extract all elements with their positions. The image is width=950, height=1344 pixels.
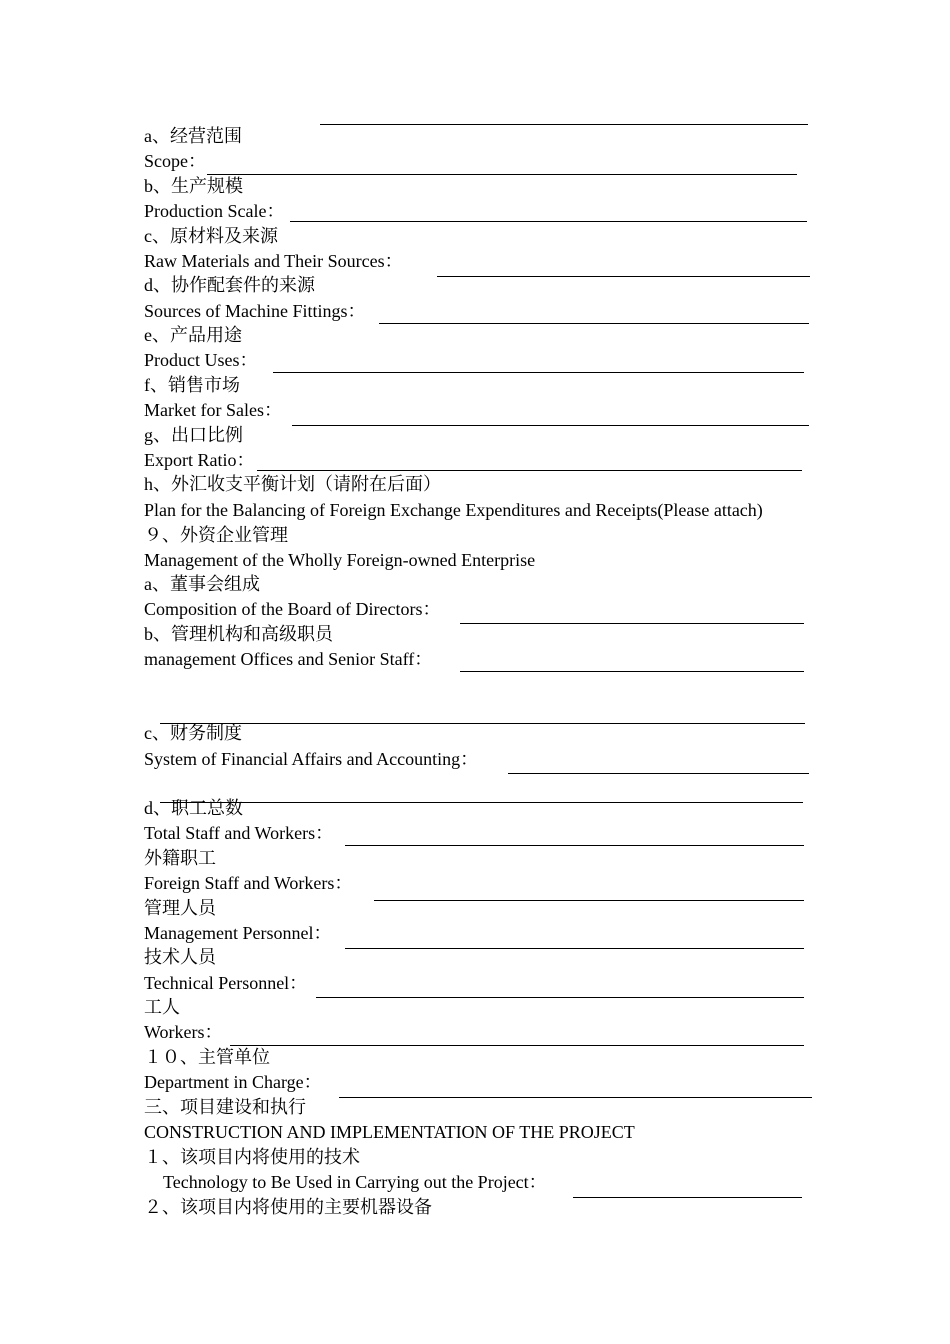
label-technical-personnel: Technical Personnel：	[144, 973, 308, 993]
machine-fittings-fill-line[interactable]	[379, 323, 809, 324]
financial-fill-line[interactable]	[508, 773, 809, 774]
section-management-cn: ９、外资企业管理	[144, 525, 288, 545]
export-ratio-fill-line[interactable]	[257, 470, 802, 471]
fill-line-top[interactable]	[320, 124, 808, 125]
label-foreign-staff-cn: 外籍职工	[144, 848, 216, 868]
label-technology: Technology to Be Used in Carrying out the Project：	[163, 1172, 547, 1192]
board-fill-line[interactable]	[460, 623, 804, 624]
financial-fill-line-2[interactable]	[160, 802, 803, 803]
label-product-uses: Product Uses：	[144, 350, 258, 370]
management-personnel-fill-line[interactable]	[345, 948, 804, 949]
label-technology-cn: １、该项目内将使用的技术	[144, 1147, 360, 1167]
technology-fill-line[interactable]	[573, 1197, 802, 1198]
label-financial: System of Financial Affairs and Accounting：	[144, 749, 479, 769]
label-machinery-cn: ２、该项目内将使用的主要机器设备	[144, 1197, 432, 1217]
product-uses-fill-line[interactable]	[273, 372, 804, 373]
senior-staff-fill-line-2[interactable]	[160, 723, 805, 724]
section-construction-cn: 三、项目建设和执行	[144, 1097, 306, 1117]
label-workers: Workers：	[144, 1022, 223, 1042]
label-total-staff: Total Staff and Workers：	[144, 823, 334, 843]
label-machine-fittings-cn: d、协作配套件的来源	[144, 275, 315, 295]
raw-materials-fill-line[interactable]	[437, 276, 810, 277]
department-fill-line[interactable]	[339, 1097, 812, 1098]
label-board-cn: a、董事会组成	[144, 574, 260, 594]
label-market-cn: f、销售市场	[144, 375, 240, 395]
label-senior-staff-cn: b、管理机构和高级职员	[144, 624, 333, 644]
label-forex-plan: Plan for the Balancing of Foreign Exchange Expenditures and Receipts(Please attach)	[144, 500, 763, 520]
scope-fill-line[interactable]	[207, 174, 797, 175]
label-foreign-staff: Foreign Staff and Workers：	[144, 873, 353, 893]
label-department-cn: １０、主管单位	[144, 1047, 270, 1067]
label-board: Composition of the Board of Directors：	[144, 599, 441, 619]
label-management-personnel: Management Personnel：	[144, 923, 332, 943]
label-market: Market for Sales：	[144, 400, 282, 420]
technical-personnel-fill-line[interactable]	[316, 997, 804, 998]
label-management-personnel-cn: 管理人员	[144, 898, 216, 918]
total-staff-fill-line[interactable]	[345, 845, 804, 846]
section-construction: CONSTRUCTION AND IMPLEMENTATION OF THE PROJECT	[144, 1122, 635, 1142]
label-export-ratio: Export Ratio：	[144, 450, 255, 470]
label-scope-cn: a、经营范围	[144, 126, 242, 146]
label-workers-cn: 工人	[144, 997, 180, 1017]
label-scope: Scope：	[144, 151, 206, 171]
label-department: Department in Charge：	[144, 1072, 322, 1092]
section-management: Management of the Wholly Foreign-owned Enterprise	[144, 550, 536, 570]
label-product-uses-cn: e、产品用途	[144, 325, 242, 345]
label-senior-staff: management Offices and Senior Staff：	[144, 649, 433, 669]
label-export-ratio-cn: g、出口比例	[144, 425, 243, 445]
label-total-staff-cn: d、职工总数	[144, 798, 243, 818]
label-financial-cn: c、财务制度	[144, 723, 242, 743]
foreign-staff-fill-line[interactable]	[374, 900, 804, 901]
label-technical-personnel-cn: 技术人员	[144, 947, 216, 967]
label-production-scale-cn: b、生产规模	[144, 176, 243, 196]
market-fill-line[interactable]	[292, 425, 809, 426]
senior-staff-fill-line[interactable]	[460, 671, 804, 672]
label-raw-materials-cn: c、原材料及来源	[144, 226, 278, 246]
production-scale-fill-line[interactable]	[290, 221, 807, 222]
label-machine-fittings: Sources of Machine Fittings：	[144, 301, 366, 321]
label-forex-plan-cn: h、外汇收支平衡计划（请附在后面）	[144, 474, 441, 494]
label-raw-materials: Raw Materials and Their Sources：	[144, 251, 403, 271]
label-production-scale: Production Scale：	[144, 201, 285, 221]
workers-fill-line[interactable]	[230, 1045, 804, 1046]
